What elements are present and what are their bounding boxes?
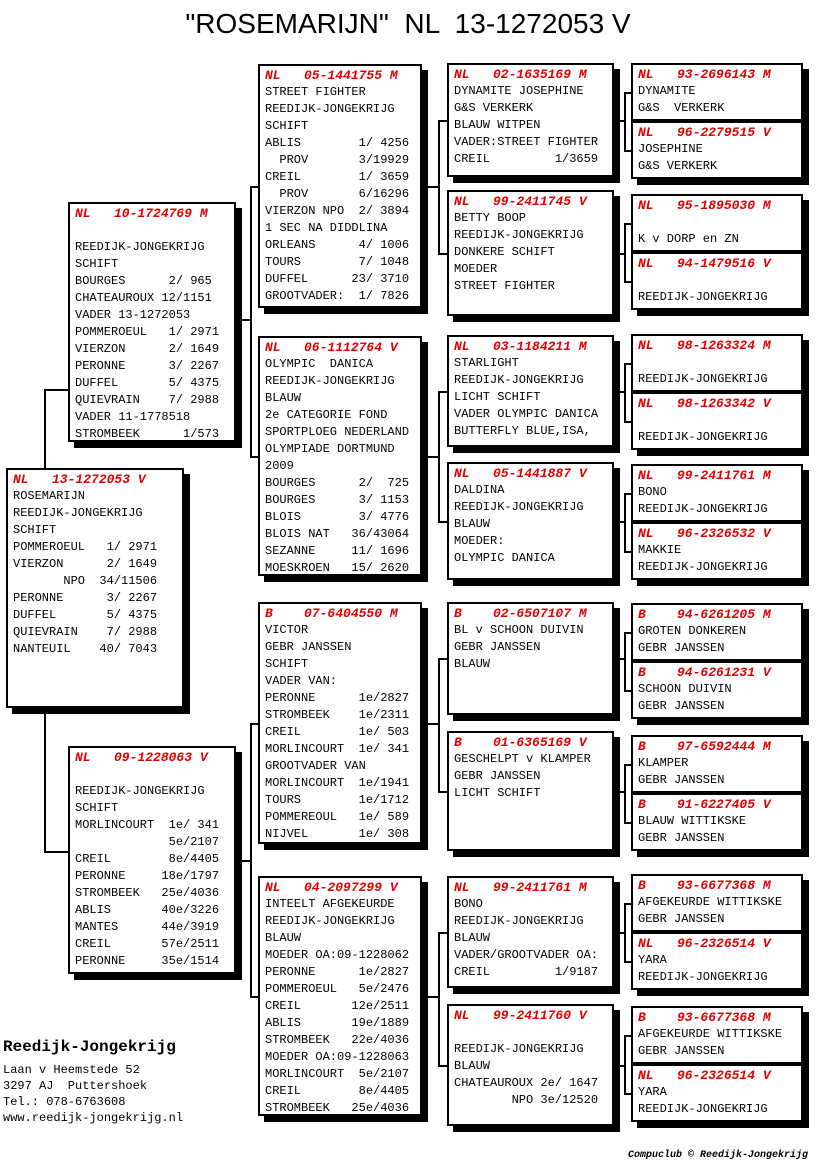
ring-number: NL 95-1895030 M — [638, 198, 771, 213]
ring-number: NL 98-1263324 M — [638, 338, 771, 353]
connector-line — [44, 389, 70, 391]
ring-number: NL 96-2326514 V — [638, 936, 771, 951]
ring-number: NL 13-1272053 V — [13, 472, 146, 487]
breeder-website: www.reedijk-jongekrijg.nl — [3, 1111, 184, 1125]
pigeon-info: STARLIGHT REEDIJK-JONGEKRIJG LICHT SCHIFT VADER OLYMPIC DANICA BUTTERFLY BLUE,ISA, — [454, 356, 599, 438]
connector-line — [44, 851, 70, 853]
pigeon-info: BLAUW WITTIKSKE GEBR JANSSEN — [638, 814, 747, 845]
ring-number: B 93-6677368 M — [638, 1010, 771, 1025]
connector-line — [624, 764, 626, 824]
ring-number: NL 99-2411760 V — [454, 1008, 587, 1023]
pigeon-info: DYNAMITE JOSEPHINE G&S VERKERK BLAUW WITPEN VADER:STREET FIGHTER CREIL 1/3659 — [454, 84, 599, 166]
pedigree-box-gg-grandparent-11 — [631, 735, 803, 793]
pigeon-info: SCHOON DUIVIN GEBR JANSSEN — [638, 682, 732, 713]
pedigree-box-grandmother-maternal — [258, 876, 422, 1116]
ring-number: NL 98-1263342 V — [638, 396, 771, 411]
pigeon-info: REEDIJK-JONGEKRIJG — [638, 430, 768, 444]
ring-number: B 07-6404550 M — [265, 606, 398, 621]
connector-line — [624, 1035, 626, 1095]
ring-number: B 01-6365169 V — [454, 735, 587, 750]
pigeon-info: JOSEPHINE G&S VERKERK — [638, 142, 718, 173]
pedigree-box-gg-grandparent-16 — [631, 1064, 803, 1122]
ring-number: B 93-6677368 M — [638, 878, 771, 893]
ring-number: NL 93-2696143 M — [638, 67, 771, 82]
pedigree-box-gg-grandparent-5 — [631, 334, 803, 392]
ring-number: NL 94-1479516 V — [638, 256, 771, 271]
pedigree-box-gg-grandparent-2 — [631, 121, 803, 179]
pedigree-box-grandfather-maternal — [258, 602, 422, 844]
connector-line — [624, 493, 626, 553]
pedigree-box-great-grandparent-5 — [447, 602, 614, 715]
pedigree-box-gg-grandparent-6 — [631, 392, 803, 450]
pedigree-box-gg-grandparent-9 — [631, 603, 803, 661]
pedigree-box-gg-grandparent-12 — [631, 793, 803, 851]
connector-line — [250, 723, 252, 998]
pedigree-box-gg-grandparent-1 — [631, 63, 803, 121]
pedigree-box-gg-grandparent-8 — [631, 522, 803, 580]
pigeon-info: YARA REEDIJK-JONGEKRIJG — [638, 953, 768, 984]
pigeon-info: BL v SCHOON DUIVIN GEBR JANSSEN BLAUW — [454, 623, 584, 671]
ring-number: NL 96-2326514 V — [638, 1068, 771, 1083]
breeder-address-street: Laan v Heemstede 52 — [3, 1063, 140, 1077]
ring-number: NL 09-1228063 V — [75, 750, 208, 765]
breeder-address-city: 3297 AJ Puttershoek — [3, 1079, 148, 1093]
pigeon-info: GESCHELPT v KLAMPER GEBR JANSSEN LICHT SCHIFT — [454, 752, 591, 800]
connector-line — [438, 658, 440, 793]
ring-number: NL 05-1441755 M — [265, 68, 398, 83]
pigeon-info: BONO REEDIJK-JONGEKRIJG — [638, 485, 768, 516]
pigeon-info: K v DORP en ZN — [638, 232, 739, 246]
pedigree-box-mother — [68, 746, 236, 974]
pigeon-info: AFGEKEURDE WITTIKSKE GEBR JANSSEN — [638, 895, 783, 926]
pigeon-info: DALDINA REEDIJK-JONGEKRIJG BLAUW MOEDER: OLYMPIC DANICA — [454, 483, 584, 565]
ring-number: NL 99-2411745 V — [454, 194, 587, 209]
connector-line — [624, 632, 626, 692]
connector-line — [438, 391, 440, 523]
pigeon-info: REEDIJK-JONGEKRIJG BLAUW CHATEAUROUX 2e/ 1647 NPO 3e/12520 — [454, 1042, 599, 1107]
connector-line — [438, 932, 440, 1067]
ring-number: B 94-6261205 M — [638, 607, 771, 622]
connector-line — [624, 903, 626, 963]
pedigree-box-great-grandparent-3 — [447, 335, 614, 447]
pigeon-info: REEDIJK-JONGEKRIJG — [638, 290, 768, 304]
ring-number: NL 96-2326532 V — [638, 526, 771, 541]
pedigree-box-great-grandparent-1 — [447, 63, 614, 177]
pigeon-info: REEDIJK-JONGEKRIJG SCHIFT MORLINCOURT 1e/ 341 5e/2107 CREIL 8e/4405 PERONNE 18e/1797 STROMBEEK 25e/4036 ABLIS 40e/3226 MANTES 44e/3919 CREIL 57e/2511 PERONNE 35e/1514 — [75, 784, 220, 968]
breeder-block — [3, 1036, 183, 1126]
pigeon-info: AFGEKEURDE WITTIKSKE GEBR JANSSEN — [638, 1027, 783, 1058]
connector-line — [624, 363, 626, 423]
ring-number: NL 02-1635169 M — [454, 67, 587, 82]
ring-number: NL 03-1184211 M — [454, 339, 587, 354]
pedigree-box-great-grandparent-8 — [447, 1004, 614, 1126]
ring-number: B 02-6507107 M — [454, 606, 587, 621]
pigeon-info: VICTOR GEBR JANSSEN SCHIFT VADER VAN: PERONNE 1e/2827 STROMBEEK 1e/2311 CREIL 1e/ 503 MORLINCOURT 1e/ 341 GROOTVADER VAN MORLINCOURT 1e/1941 TOURS 1e/1712 POMMEREOUL 1e/ 589 NIJVEL 1e/ 308 — [265, 623, 410, 841]
breeder-phone: Tel.: 078-6763608 — [3, 1095, 126, 1109]
connector-line — [624, 223, 626, 283]
pigeon-info: REEDIJK-JONGEKRIJG SCHIFT BOURGES 2/ 965 CHATEAUROUX 12/1151 VADER 13-1272053 POMMEROEUL 1/ 2971 VIERZON 2/ 1649 PERONNE 3/ 2267 DUFFEL 5/ 4375 QUIEVRAIN 7/ 2988 VADER 11-1778518 STROMBEEK 1/573 — [75, 240, 220, 441]
ring-number: NL 05-1441887 V — [454, 466, 587, 481]
pigeon-info: INTEELT AFGEKEURDE REEDIJK-JONGEKRIJG BLAUW MOEDER OA:09-1228062 PERONNE 1e/2827 POMMEROEUL 5e/2476 CREIL 12e/2511 ABLIS 19e/1889 STROMBEEK 22e/4036 MOEDER OA:09-1228063 MORLINCOURT 5e/2107 CREIL 8e/4405 STROMBEEK 25e/4036 — [265, 897, 410, 1115]
pedigree-box-great-grandparent-4 — [447, 462, 614, 580]
pigeon-info: YARA REEDIJK-JONGEKRIJG — [638, 1085, 768, 1116]
ring-number: NL 04-2097299 V — [265, 880, 398, 895]
ring-number: NL 10-1724769 M — [75, 206, 208, 221]
pedigree-box-gg-grandparent-4 — [631, 252, 803, 310]
connector-line — [250, 186, 252, 458]
pigeon-info: MAKKIE REEDIJK-JONGEKRIJG — [638, 543, 768, 574]
pedigree-box-gg-grandparent-3 — [631, 194, 803, 252]
pedigree-box-father — [68, 202, 236, 442]
ring-number: NL 99-2411761 M — [454, 880, 587, 895]
pigeon-info: STREET FIGHTER REEDIJK-JONGEKRIJG SCHIFT ABLIS 1/ 4256 PROV 3/19929 CREIL 1/ 3659 PROV 6/16296 VIERZON NPO 2/ 3894 1 SEC NA DIDDLINA ORLEANS 4/ 1006 TOURS 7/ 1048 DUFFEL 23/ 3710 GROOTVADER: 1/ 7826 — [265, 85, 410, 303]
pigeon-info: DYNAMITE G&S VERKERK — [638, 84, 725, 115]
pigeon-info: GROTEN DONKEREN GEBR JANSSEN — [638, 624, 747, 655]
pedigree-box-great-grandparent-2 — [447, 190, 614, 316]
pedigree-box-grandmother-paternal — [258, 336, 422, 576]
ring-number: NL 06-1112764 V — [265, 340, 398, 355]
pedigree-box-gg-grandparent-13 — [631, 874, 803, 932]
pigeon-info: OLYMPIC DANICA REEDIJK-JONGEKRIJG BLAUW 2e CATEGORIE FOND SPORTPLOEG NEDERLAND OLYMPIADE DORTMUND 2009 BOURGES 2/ 725 BOURGES 3/ 1153 BLOIS 3/ 4776 BLOIS NAT 36/43064 SEZANNE 11/ 1696 MOESKROEN 15/ 2620 — [265, 357, 410, 575]
connector-line — [438, 120, 440, 255]
pigeon-info: REEDIJK-JONGEKRIJG — [638, 372, 768, 386]
ring-number: B 94-6261231 V — [638, 665, 771, 680]
ring-number: B 91-6227405 V — [638, 797, 771, 812]
pedigree-box-subject — [6, 468, 184, 708]
page-title: "ROSEMARIJN" NL 13-1272053 V — [185, 8, 631, 39]
pedigree-box-gg-grandparent-14 — [631, 932, 803, 990]
compuclub-credit: Compuclub © Reedijk-Jongekrijg — [627, 1150, 808, 1161]
pigeon-info: BONO REEDIJK-JONGEKRIJG BLAUW VADER/GROOTVADER OA: CREIL 1/9187 — [454, 897, 599, 979]
ring-number: NL 99-2411761 M — [638, 468, 771, 483]
pedigree-box-grandfather-paternal — [258, 64, 422, 308]
pedigree-box-great-grandparent-7 — [447, 876, 614, 988]
breeder-name: Reedijk-Jongekrijg — [3, 1038, 176, 1056]
pedigree-box-great-grandparent-6 — [447, 731, 614, 851]
connector-line — [624, 92, 626, 152]
pedigree-box-gg-grandparent-7 — [631, 464, 803, 522]
pedigree-box-gg-grandparent-10 — [631, 661, 803, 719]
pigeon-info: ROSEMARIJN REEDIJK-JONGEKRIJG SCHIFT POMMEROEUL 1/ 2971 VIERZON 2/ 1649 NPO 34/11506 PERONNE 3/ 2267 DUFFEL 5/ 4375 QUIEVRAIN 7/ 2988 NANTEUIL 40/ 7043 — [13, 489, 158, 656]
pigeon-info: KLAMPER GEBR JANSSEN — [638, 756, 725, 787]
ring-number: NL 96-2279515 V — [638, 125, 771, 140]
pigeon-info: BETTY BOOP REEDIJK-JONGEKRIJG DONKERE SCHIFT MOEDER STREET FIGHTER — [454, 211, 584, 293]
ring-number: B 97-6592444 M — [638, 739, 771, 754]
pedigree-box-gg-grandparent-15 — [631, 1006, 803, 1064]
